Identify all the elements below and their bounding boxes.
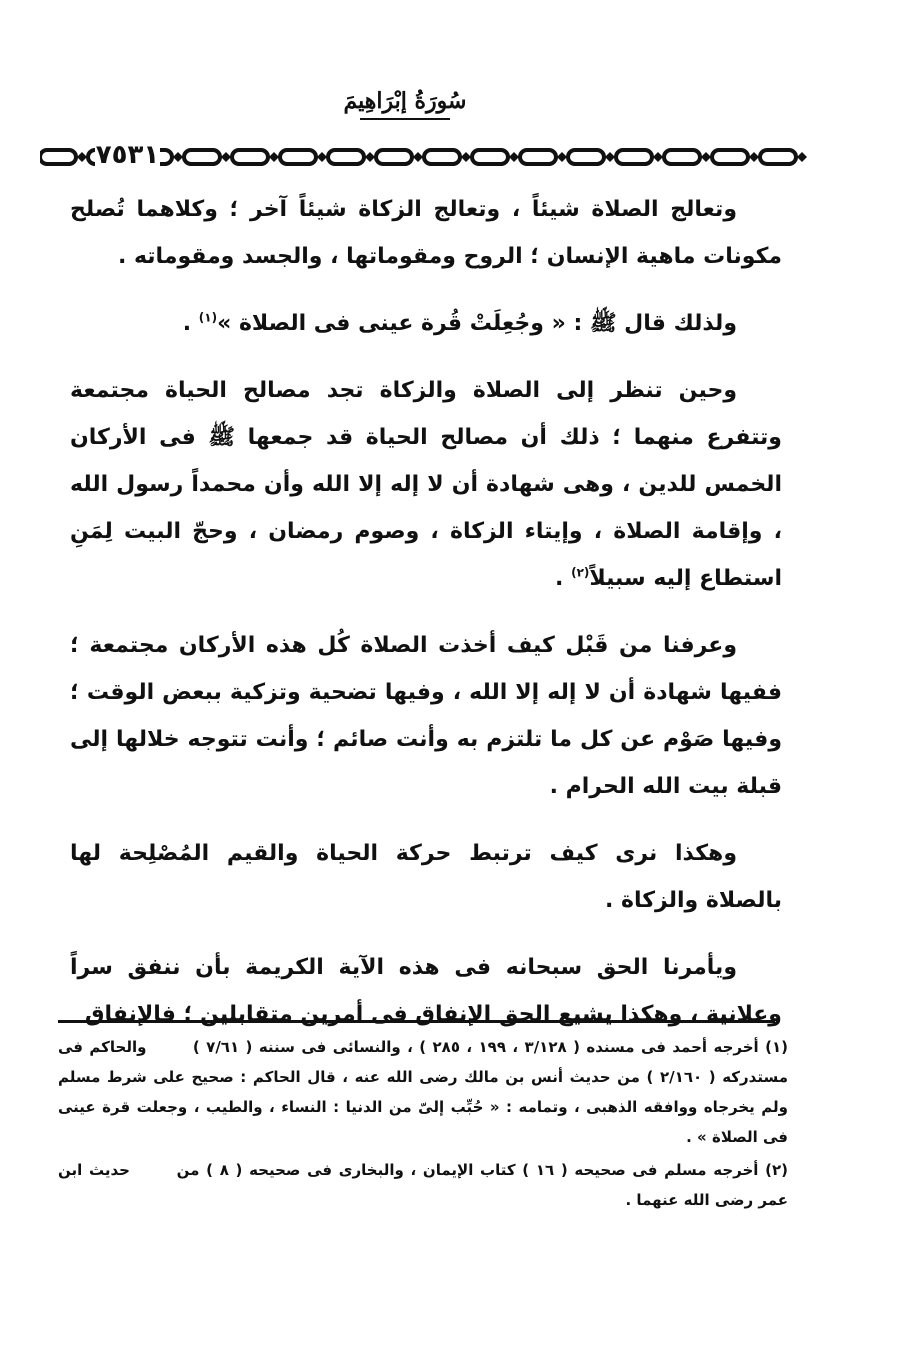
paragraph: وتعالج الصلاة شيئاً ، وتعالج الزكاة شيئاً آخر ؛ وكلاهما تُصلح مكونات ماهية الإنسان ؛ الروح ومقوماتها ، والجسد ومقوماته . xyxy=(70,197,782,269)
chain-link xyxy=(40,150,76,164)
chain-link xyxy=(232,150,268,164)
paragraph: وعرفنا من قَبْل كيف أخذت الصلاة كُل هذه الأركان مجتمعة ؛ ففيها شهادة أن لا إله إلا الله ، وفيها تضحية وتزكية ببعض الوقت ؛ وفيها صَوْم عن كل ما تلتزم به وأنت صائم ؛ وأنت تتوجه خلالها إلى قبلة بيت الله الحرام . xyxy=(70,633,782,799)
chain-diamond xyxy=(701,152,711,162)
chain-diamond xyxy=(317,152,327,162)
chain-diamond xyxy=(269,152,279,162)
chain-diamond xyxy=(77,152,87,162)
chain-diamond xyxy=(173,152,183,162)
chain-link xyxy=(328,150,364,164)
paragraph: ويأمرنا الحق سبحانه فى هذه الآية الكريمة بأن ننفق سراً وعلانية ، وهكذا يشيع الحق الإنفاق فى أمرين متقابلين ؛ فالإنفاق xyxy=(70,955,782,1027)
footnote-2: (٢) أخرجه مسلم فى صحيحه ( ١٦ ) كتاب الإيمان ، والبخارى فى صحيحه ( ٨ ) من حديث ابن عمر رضى الله عنهما . xyxy=(58,1161,788,1209)
chain-link xyxy=(280,150,316,164)
chain-link xyxy=(424,150,460,164)
title-underline xyxy=(360,118,450,124)
chain-link xyxy=(664,150,700,164)
footnote-ref[interactable]: (١) xyxy=(198,310,218,325)
chain-link xyxy=(760,150,796,164)
chain-link xyxy=(568,150,604,164)
chain-diamond xyxy=(653,152,663,162)
chain-link xyxy=(376,150,412,164)
chain-diamond xyxy=(557,152,567,162)
page-number: ٧٥٣١ xyxy=(95,136,160,174)
surah-title: سُورَةُ إبْرَاهِيمَ xyxy=(343,88,467,114)
chain-diamond xyxy=(797,152,807,162)
chain-diamond xyxy=(749,152,759,162)
chain-link xyxy=(616,150,652,164)
chain-diamond xyxy=(365,152,375,162)
footnote-divider xyxy=(58,1020,775,1023)
chain-diamond xyxy=(413,152,423,162)
chain-link xyxy=(712,150,748,164)
footnotes xyxy=(58,1032,788,1218)
chain-link xyxy=(520,150,556,164)
footnote-1: (١) أخرجه أحمد فى مسنده ( ٣/١٢٨ ، ١٩٩ ، ٢٨٥ ) ، والنسائى فى سننه ( ٧/٦١ ) والحاكم فى مستدركه ( ٢/١٦٠ ) من حديث أنس بن مالك رضى الله عنه ، قال الحاكم : صحيح على شرط مسلم ولم يخرجاه ووافقه الذهبى ، وتمامه : « حُبِّب إلىّ من الدنيا : النساء ، والطيب ، وجعلت قرة عينى فى الصلاة » . xyxy=(58,1038,788,1146)
chain-diamond xyxy=(605,152,615,162)
chain-diamond xyxy=(461,152,471,162)
paragraph: وحين تنظر إلى الصلاة والزكاة تجد مصالح الحياة مجتمعة وتتفرع منهما ؛ ذلك أن مصالح الحياة قد جمعها ﷺ فى الأركان الخمس للدين ، وهى شهادة أن لا إله إلا الله وأن محمداً رسول الله ، وإقامة الصلاة ، وإيتاء الزكاة ، وصوم رمضان ، وحجّ البيت لِمَنِ استطاع إليه سبيلاً$^{(٢)}$ . xyxy=(70,378,782,591)
chain-diamond xyxy=(509,152,519,162)
main-text xyxy=(70,186,782,1058)
footnote-ref[interactable]: (٢) xyxy=(571,565,590,580)
paragraph: وهكذا نرى كيف ترتبط حركة الحياة والقيم المُصْلِحة لها بالصلاة والزكاة . xyxy=(70,841,782,913)
chain-link xyxy=(472,150,508,164)
chain-diamond xyxy=(221,152,231,162)
paragraph: ولذلك قال ﷺ : « وجُعِلَتْ قُرة عينى فى الصلاة »$^{(١)}$ . xyxy=(182,310,737,336)
chain-link xyxy=(184,150,220,164)
